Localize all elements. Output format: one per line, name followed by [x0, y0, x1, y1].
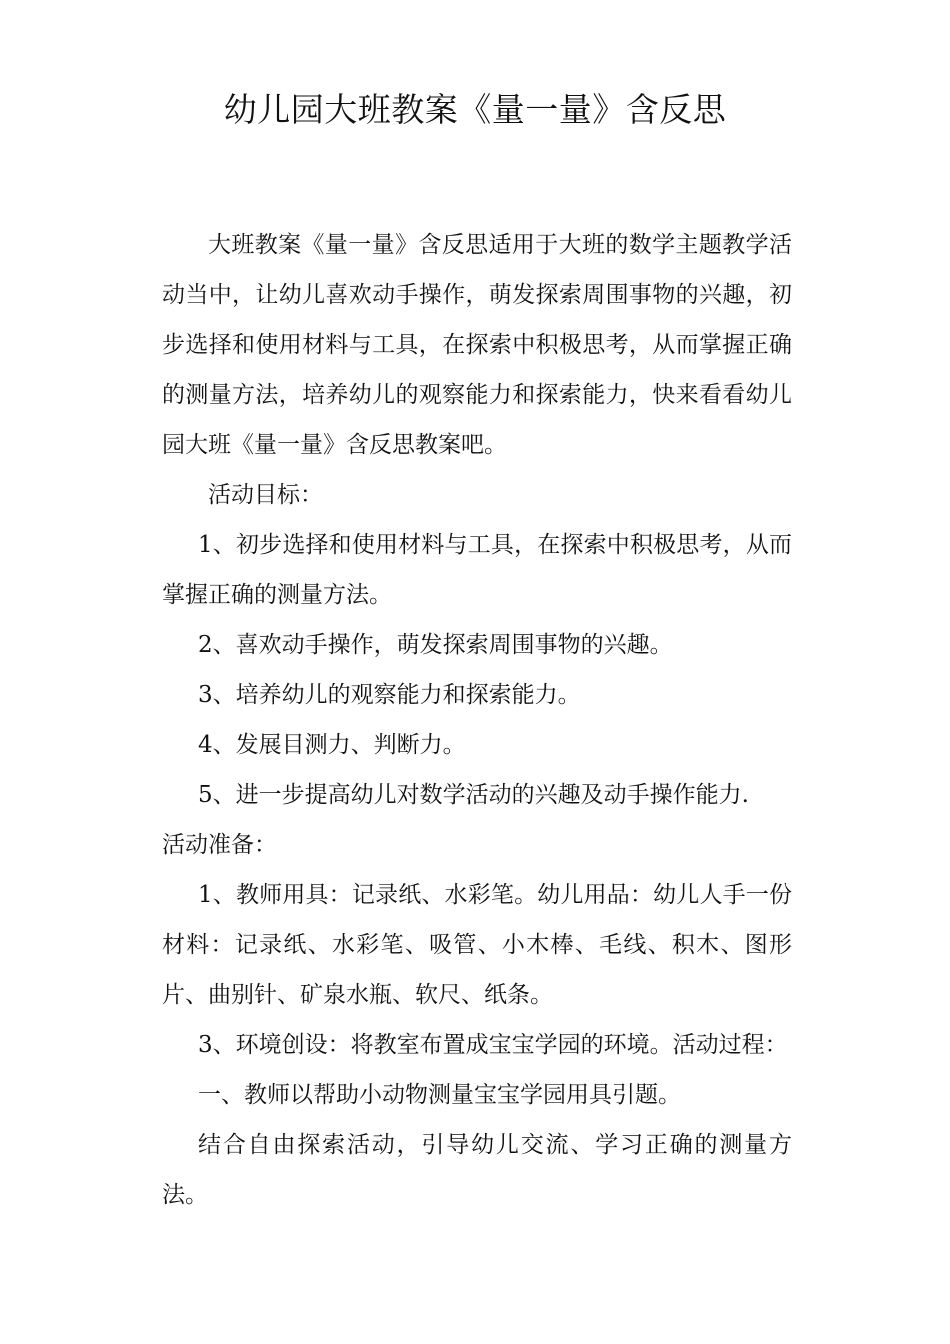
process-step-description: 结合自由探索活动，引导幼儿交流、学习正确的测量方法。: [162, 1132, 792, 1208]
section-heading-goals: 活动目标：: [208, 482, 323, 508]
goal-item-3: 3、培养幼儿的观察能力和探索能力。: [198, 682, 581, 708]
section-heading-preparation: 活动准备：: [162, 832, 277, 858]
document-title: 幼儿园大班教案《量一量》含反思: [223, 90, 727, 129]
preparation-item-3: 3、环境创设：将教室布置成宝宝学园的环境。活动过程：: [198, 1032, 788, 1058]
goal-item-2: 2、喜欢动手操作，萌发探索周围事物的兴趣。: [198, 632, 673, 658]
process-step-1: 一、教师以帮助小动物测量宝宝学园用具引题。: [198, 1082, 681, 1108]
goal-item-1: 1、初步选择和使用材料与工具，在探索中积极思考，从而掌握正确的测量方法。: [162, 532, 792, 608]
preparation-item-1: 1、教师用具：记录纸、水彩笔。幼儿用品：幼儿人手一份材料：记录纸、水彩笔、吸管、小木棒、毛线、积木、图形片、曲别针、矿泉水瓶、软尺、纸条。: [162, 882, 792, 1008]
intro-paragraph: 大班教案《量一量》含反思适用于大班的数学主题教学活动当中，让幼儿喜欢动手操作，萌发探索周围事物的兴趣，初步选择和使用材料与工具，在探索中积极思考，从而掌握正确的测量方法，培养幼儿的观察能力和探索能力，快来看看幼儿园大班《量一量》含反思教案吧。: [162, 232, 792, 458]
document-body: [162, 220, 792, 1220]
goal-item-4: 4、发展目测力、判断力。: [198, 732, 466, 758]
goal-item-5: 5、进一步提高幼儿对数学活动的兴趣及动手操作能力.: [198, 782, 749, 808]
